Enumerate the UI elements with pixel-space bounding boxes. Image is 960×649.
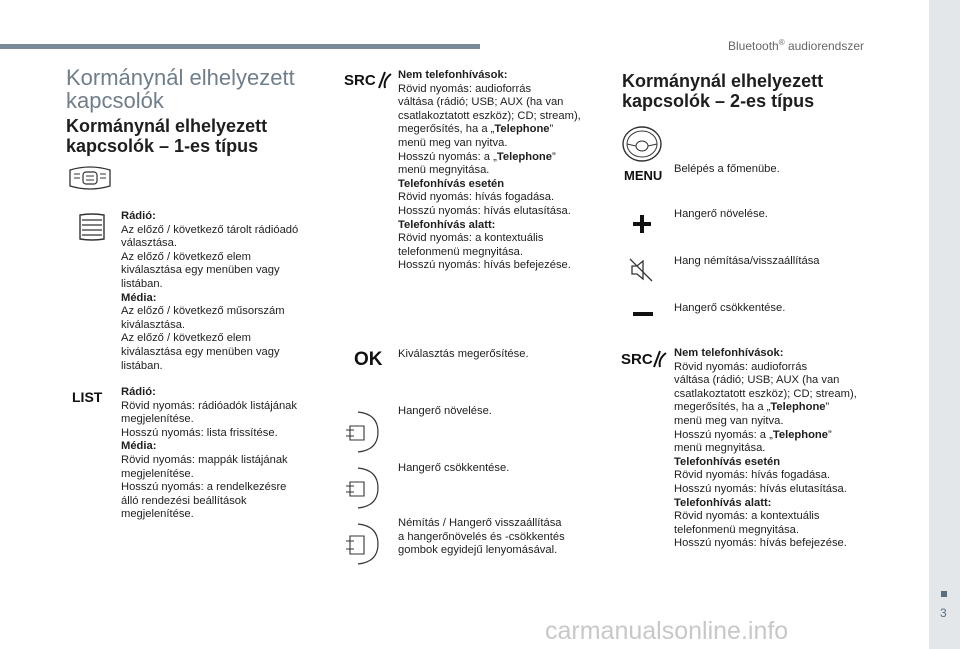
text-line: Az előző / következő elem xyxy=(121,332,251,345)
header-title: Bluetooth xyxy=(728,39,779,53)
text-line: Hosszú nyomás: a „Telephone” xyxy=(674,428,832,441)
text-line: Hosszú nyomás: hívás befejezése. xyxy=(398,259,571,272)
plus-icon xyxy=(632,214,652,234)
text-line: Az előző / következő elem xyxy=(121,250,251,263)
middle-src-description xyxy=(398,69,603,273)
steering-hand-mute-icon xyxy=(344,522,380,566)
text-line: telefonmenü megnyitása. xyxy=(398,245,524,258)
plus-description: Hangerő növelése. xyxy=(674,208,768,220)
vol-down-description: Hangerő csökkentése. xyxy=(398,462,510,474)
text-line: váltása (rádió; USB; AUX (ha van xyxy=(398,96,564,109)
text-line: Telefonhívás esetén xyxy=(398,177,505,190)
text-line: Hosszú nyomás: a rendelkezésre xyxy=(121,481,287,494)
text-line: Rövid nyomás: mappák listájának xyxy=(121,453,288,466)
text-line: a hangerőnövelés és -csökkentés xyxy=(398,530,565,543)
ok-description: Kiválasztás megerősítése. xyxy=(398,348,529,360)
phone-slash-icon-2 xyxy=(650,349,668,369)
src-label-2: SRC xyxy=(621,351,653,368)
text-line: Hosszú nyomás: hívás elutasítása. xyxy=(674,482,847,495)
type1-list-description xyxy=(121,386,331,522)
minus-icon xyxy=(632,310,654,318)
header-registered-mark: ® xyxy=(778,38,785,47)
text-line: Rádió: xyxy=(121,210,156,222)
text-line: Telefonhívás esetén xyxy=(674,455,781,468)
text-line: Rövid nyomás: hívás fogadása. xyxy=(398,191,555,204)
text-line: Némítás / Hangerő visszaállítása xyxy=(398,517,562,529)
page-marker xyxy=(941,591,947,597)
text-line: menü megnyitása. xyxy=(674,442,766,455)
page-side-band xyxy=(929,0,960,649)
text-line: váltása (rádió; USB; AUX (ha van xyxy=(674,374,840,387)
menu-label: MENU xyxy=(624,168,663,183)
menu-description: Belépés a főmenübe. xyxy=(674,163,780,175)
text-line: Az előző / következő tárolt rádióadó xyxy=(121,223,299,236)
text-line: gombok egyidejű lenyomásával. xyxy=(398,544,558,557)
text-line: megerősítés, ha a „Telephone” xyxy=(674,401,830,414)
src-label xyxy=(344,72,376,89)
text-line: megjelenítése. xyxy=(121,413,194,426)
text-line: csatlakoztatott eszköz); CD; stream), xyxy=(674,387,857,400)
text-line: Nem telefonhívások: xyxy=(398,69,508,81)
text-line: menü meg van nyitva. xyxy=(398,136,508,149)
type2-heading: Kormánynál elhelyezett kapcsolók – 2-es típus xyxy=(622,71,824,111)
text-line: Hosszú nyomás: lista frissítése. xyxy=(121,426,278,439)
text-line: választása. xyxy=(121,237,177,250)
steering-wheel-icon xyxy=(620,124,664,164)
minus-description: Hangerő csökkentése. xyxy=(674,302,786,314)
steering-control-icon xyxy=(66,164,114,192)
mute-text-description: Hang némítása/visszaállítása xyxy=(674,255,820,267)
header-title-rest: audiorendszer xyxy=(784,39,865,53)
ok-label: OK xyxy=(354,349,383,370)
header-accent-bar xyxy=(0,44,480,49)
list-label: LIST xyxy=(72,389,103,405)
text-line: menü megnyitása. xyxy=(398,164,490,177)
steering-hand-up-icon xyxy=(344,410,380,454)
thumbwheel-icon xyxy=(77,213,107,241)
text-line: Hosszú nyomás: a „Telephone” xyxy=(398,150,556,163)
text-line: Nem telefonhívások: xyxy=(674,347,784,359)
text-line: Rádió: xyxy=(121,386,156,398)
text-line: Rövid nyomás: a kontextuális xyxy=(674,510,820,523)
text-line: Rövid nyomás: a kontextuális xyxy=(398,232,544,245)
src-text: SRC xyxy=(344,72,376,89)
text-line: kiválasztása egy menüben vagy xyxy=(121,264,280,277)
text-line: listában. xyxy=(121,359,163,372)
text-line: menü meg van nyitva. xyxy=(674,414,784,427)
text-line: telefonmenü megnyitása. xyxy=(674,523,800,536)
text-line: Az előző / következő műsorszám xyxy=(121,305,285,318)
text-line: Rövid nyomás: hívás fogadása. xyxy=(674,469,831,482)
text-line: Telefonhívás alatt: xyxy=(674,496,772,509)
text-line: Média: xyxy=(121,291,157,304)
watermark: carmanualsonline.info xyxy=(545,617,789,645)
mute-description xyxy=(398,517,603,558)
text-line: csatlakoztatott eszköz); CD; stream), xyxy=(398,109,581,122)
text-line: megjelenítése. xyxy=(121,508,194,521)
mute-icon xyxy=(628,257,654,283)
phone-slash-icon xyxy=(375,70,393,90)
text-line: Telefonhívás alatt: xyxy=(398,218,496,231)
text-line: Rövid nyomás: audioforrás xyxy=(398,82,532,95)
text-line: Média: xyxy=(121,440,157,453)
text-line: megjelenítése. xyxy=(121,467,194,480)
type2-src-description xyxy=(674,347,884,551)
page-number: 3 xyxy=(940,606,947,620)
text-line: Hosszú nyomás: hívás elutasítása. xyxy=(398,204,571,217)
text-line: kiválasztása egy menüben vagy xyxy=(121,345,280,358)
page-header xyxy=(728,38,864,53)
section-title: Kormánynál elhelyezett kapcsolók xyxy=(66,65,295,113)
text-line: megerősítés, ha a „Telephone” xyxy=(398,123,554,136)
text-line: Hosszú nyomás: hívás befejezése. xyxy=(674,537,847,550)
steering-hand-down-icon xyxy=(344,466,380,510)
text-line: Rövid nyomás: rádióadók listájának xyxy=(121,399,297,412)
vol-up-description: Hangerő növelése. xyxy=(398,405,492,417)
text-line: kiválasztása. xyxy=(121,318,186,331)
text-line: Rövid nyomás: audioforrás xyxy=(674,360,808,373)
text-line: álló rendezési beállítások xyxy=(121,494,247,507)
text-line: listában. xyxy=(121,277,163,290)
type1-wheel-description xyxy=(121,210,331,373)
type1-heading: Kormánynál elhelyezett kapcsolók – 1-es típus xyxy=(66,116,268,156)
